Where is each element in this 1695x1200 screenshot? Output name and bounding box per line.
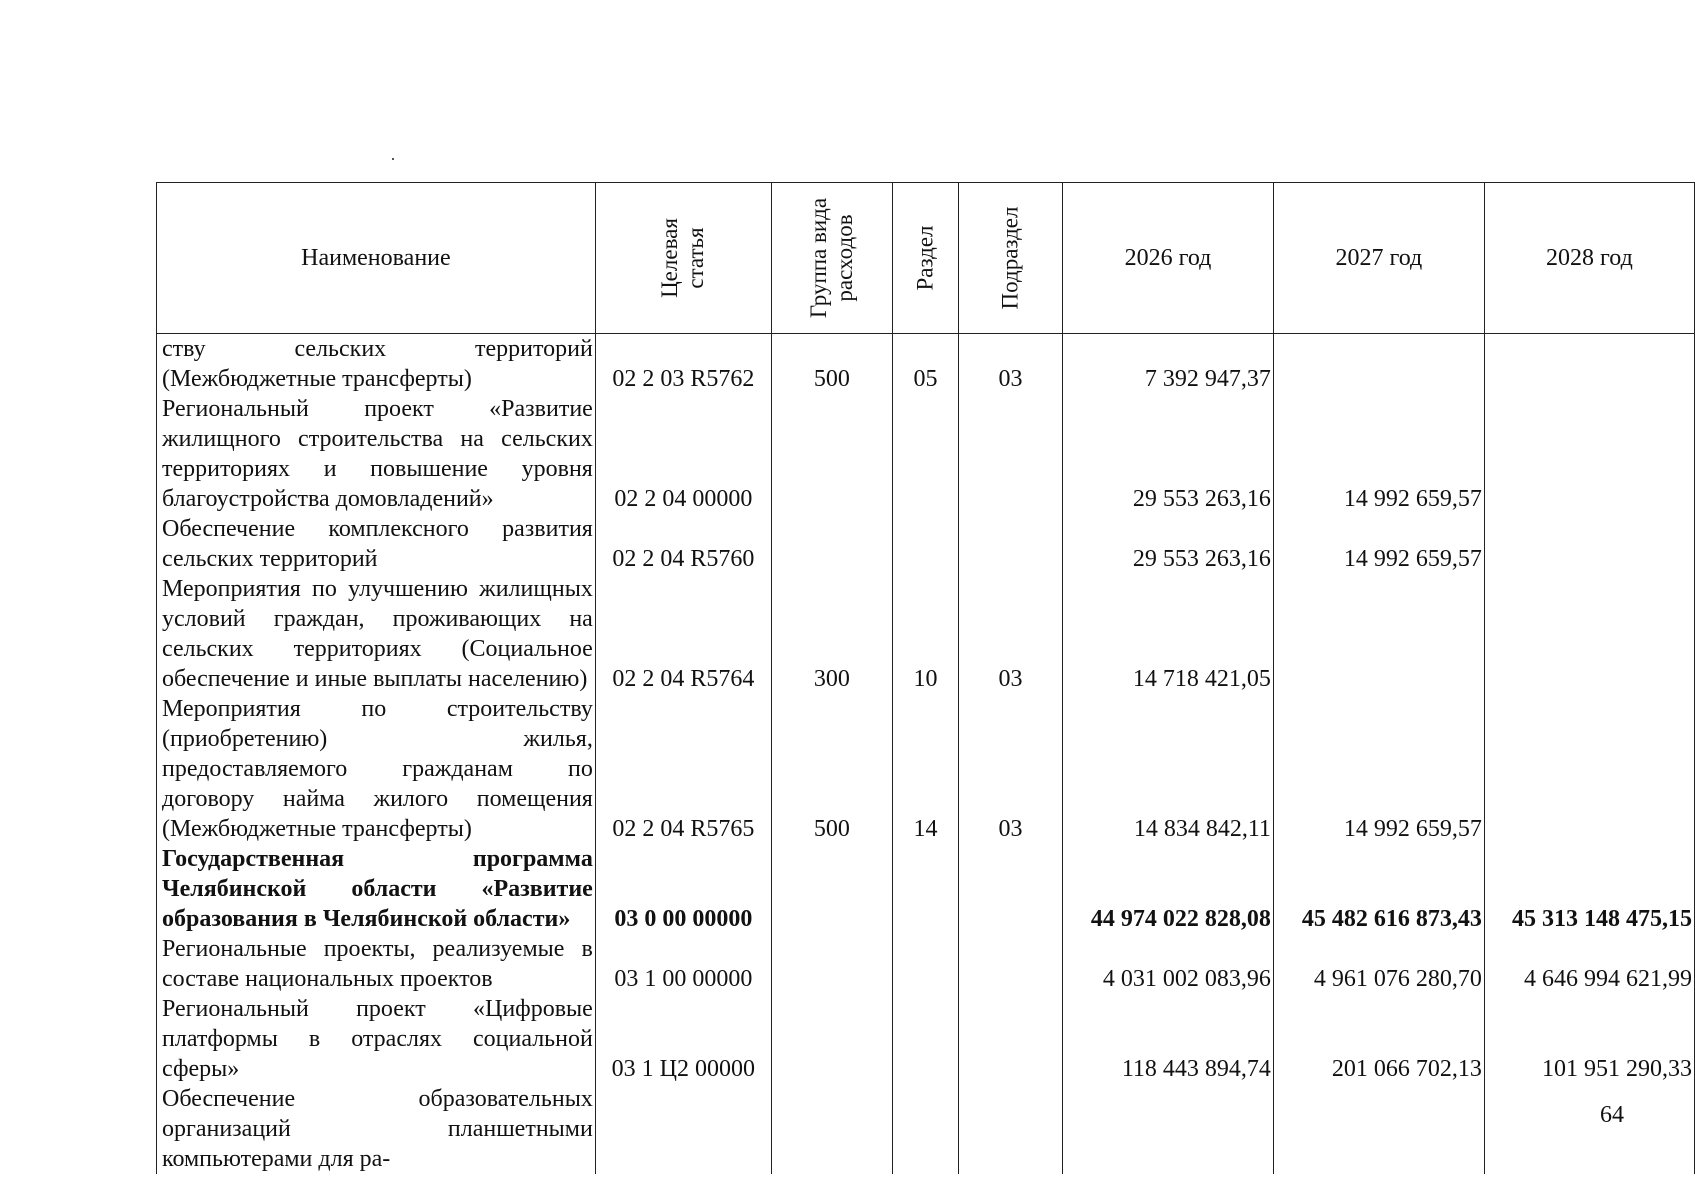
header-expense-group — [771, 183, 892, 334]
row-name: Мероприятия по строительству (приобретению) жилья, предоставляемого гражданам по договору найма жилого помещения (Межбюджетные трансферты) — [157, 694, 596, 844]
header-target-article-label: Целевая статья — [657, 217, 709, 298]
row-2027: 4 961 076 280,70 — [1273, 934, 1484, 994]
header-name: Наименование — [157, 183, 596, 334]
row-2028 — [1484, 1084, 1694, 1174]
row-subsection — [959, 994, 1063, 1084]
row-section — [893, 994, 959, 1084]
row-2028 — [1484, 574, 1694, 694]
row-2026: 4 031 002 083,96 — [1063, 934, 1274, 994]
row-2028: 4 646 994 621,99 — [1484, 934, 1694, 994]
header-target-article — [595, 183, 771, 334]
row-2026: 44 974 022 828,08 — [1063, 844, 1274, 934]
row-code: 02 2 04 00000 — [595, 394, 771, 514]
row-section: 14 — [893, 694, 959, 844]
row-subsection — [959, 844, 1063, 934]
table-row — [157, 334, 1695, 395]
header-expense-group-label: Группа вида расходов — [805, 197, 857, 318]
row-2026: 29 553 263,16 — [1063, 394, 1274, 514]
row-2028 — [1484, 334, 1694, 395]
row-section — [893, 514, 959, 574]
header-year-2026: 2026 год — [1063, 183, 1274, 334]
row-2027: 14 992 659,57 — [1273, 394, 1484, 514]
header-subsection — [959, 183, 1063, 334]
row-2027 — [1273, 574, 1484, 694]
row-code: 02 2 03 R5762 — [595, 334, 771, 395]
row-group: 500 — [771, 334, 892, 395]
row-code — [595, 1084, 771, 1174]
row-group — [771, 934, 892, 994]
row-subsection — [959, 1084, 1063, 1174]
row-name: ству сельских территорий (Межбюджетные трансферты) — [157, 334, 596, 395]
row-2026: 7 392 947,37 — [1063, 334, 1274, 395]
row-group — [771, 514, 892, 574]
table-header-row — [157, 183, 1695, 334]
row-code: 02 2 04 R5765 — [595, 694, 771, 844]
row-subsection — [959, 934, 1063, 994]
row-section — [893, 844, 959, 934]
row-section — [893, 394, 959, 514]
row-2027 — [1273, 1084, 1484, 1174]
header-section-label: Раздел — [912, 224, 938, 291]
table-row-program — [157, 844, 1695, 934]
row-2028 — [1484, 394, 1694, 514]
row-group: 500 — [771, 694, 892, 844]
row-section — [893, 1084, 959, 1174]
row-group — [771, 1084, 892, 1174]
row-2028: 101 951 290,33 — [1484, 994, 1694, 1084]
table-row — [157, 694, 1695, 844]
header-subsection-label: Подраздел — [997, 206, 1023, 309]
table-row — [157, 394, 1695, 514]
row-2027: 45 482 616 873,43 — [1273, 844, 1484, 934]
row-2026: 14 718 421,05 — [1063, 574, 1274, 694]
header-section — [893, 183, 959, 334]
row-name: Обеспечение комплексного развития сельских территорий — [157, 514, 596, 574]
row-2027: 14 992 659,57 — [1273, 694, 1484, 844]
header-year-2027: 2027 год — [1273, 183, 1484, 334]
row-name: Мероприятия по улучшению жилищных условий граждан, проживающих на сельских территориях (Социальное обеспечение и иные выплаты населению) — [157, 574, 596, 694]
row-2026 — [1063, 1084, 1274, 1174]
row-name: Государственная программа Челябинской области «Развитие образования в Челябинской области» — [157, 844, 596, 934]
table-row — [157, 574, 1695, 694]
row-group — [771, 844, 892, 934]
row-subsection — [959, 514, 1063, 574]
row-subsection — [959, 394, 1063, 514]
row-code: 03 1 Ц2 00000 — [595, 994, 771, 1084]
table-row — [157, 514, 1695, 574]
row-name: Региональный проект «Цифровые платформы в отраслях социальной сферы» — [157, 994, 596, 1084]
row-group: 300 — [771, 574, 892, 694]
header-year-2028: 2028 год — [1484, 183, 1694, 334]
row-name: Региональные проекты, реализуемые в составе национальных проектов — [157, 934, 596, 994]
row-subsection: 03 — [959, 334, 1063, 395]
budget-table — [156, 182, 1695, 1174]
row-2026: 29 553 263,16 — [1063, 514, 1274, 574]
scan-speck — [392, 158, 394, 160]
row-subsection: 03 — [959, 574, 1063, 694]
row-2027 — [1273, 334, 1484, 395]
row-group — [771, 994, 892, 1084]
row-code: 03 1 00 00000 — [595, 934, 771, 994]
row-2026: 118 443 894,74 — [1063, 994, 1274, 1084]
table-row — [157, 994, 1695, 1084]
row-2026: 14 834 842,11 — [1063, 694, 1274, 844]
row-2027: 14 992 659,57 — [1273, 514, 1484, 574]
row-section: 10 — [893, 574, 959, 694]
table-row — [157, 1084, 1695, 1174]
row-code: 02 2 04 R5764 — [595, 574, 771, 694]
row-code: 02 2 04 R5760 — [595, 514, 771, 574]
row-group — [771, 394, 892, 514]
row-section — [893, 934, 959, 994]
row-name: Обеспечение образовательных организаций планшетными компьютерами для ра- — [157, 1084, 596, 1174]
row-2028: 45 313 148 475,15 — [1484, 844, 1694, 934]
row-2028 — [1484, 514, 1694, 574]
row-section: 05 — [893, 334, 959, 395]
row-2028 — [1484, 694, 1694, 844]
table-row — [157, 934, 1695, 994]
row-name: Региональный проект «Развитие жилищного строительства на сельских территориях и повышение уровня благоустройства домовладений» — [157, 394, 596, 514]
row-subsection: 03 — [959, 694, 1063, 844]
row-code: 03 0 00 00000 — [595, 844, 771, 934]
page-number: 64 — [1600, 1102, 1624, 1128]
row-2027: 201 066 702,13 — [1273, 994, 1484, 1084]
